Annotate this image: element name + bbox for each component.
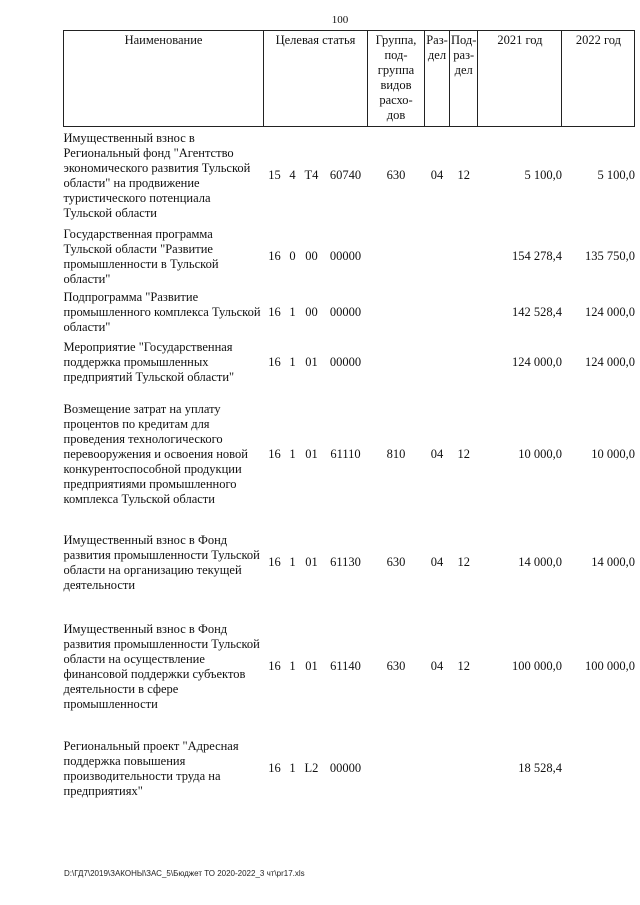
table-row xyxy=(64,729,635,809)
row-code-event: 01 xyxy=(305,355,318,369)
row-code-event: 00 xyxy=(305,305,318,319)
row-code-program: 16 xyxy=(268,305,281,319)
row-code-direction: 61130 xyxy=(330,555,361,569)
row-subsection: 12 xyxy=(457,168,470,183)
row-subsection: 12 xyxy=(457,659,470,673)
header-section: Раз- дел xyxy=(425,31,450,127)
row-code-direction: 00000 xyxy=(329,761,362,775)
row-code-direction: 60740 xyxy=(329,168,362,183)
row-code-event: 01 xyxy=(305,555,318,569)
row-code-subprogram: 1 xyxy=(289,761,296,775)
row-section xyxy=(425,289,450,337)
header-year-2021: 2021 год xyxy=(478,31,562,127)
row-amount-2021: 5 100,0 xyxy=(524,168,562,183)
header-year-2022: 2022 год xyxy=(562,31,635,127)
row-code-direction: 61110 xyxy=(330,447,361,461)
row-amount-2021: 154 278,4 xyxy=(511,249,562,263)
table-row xyxy=(64,127,635,225)
row-expense-group xyxy=(368,289,425,337)
row-name: Подпрограмма "Развитие промышленного комплекса Тульской области" xyxy=(63,290,261,334)
file-path-footer: D:\ГД7\2019\ЗАКОНЫ\ЗАС_5\Бюджет ТО 2020-2022_3 чт\pr17.xls xyxy=(64,869,305,878)
page-number: 100 xyxy=(331,14,349,26)
row-name: Государственная программа Тульской области "Развитие промышленности в Тульской области" xyxy=(63,226,219,286)
table-row xyxy=(64,225,635,289)
row-amount-2022 xyxy=(562,729,635,809)
row-expense-group xyxy=(368,729,425,809)
row-name: Мероприятие "Государственная поддержка промышленных предприятий Тульской области" xyxy=(63,340,235,384)
row-subsection xyxy=(450,225,478,289)
row-amount-2022: 5 100,0 xyxy=(597,168,635,183)
table-row xyxy=(64,521,635,605)
row-expense-group: 630 xyxy=(386,555,406,569)
row-amount-2021: 142 528,4 xyxy=(511,305,562,319)
row-expense-group: 630 xyxy=(386,659,406,673)
row-code-subprogram: 1 xyxy=(289,659,296,673)
row-code-subprogram: 1 xyxy=(289,355,296,369)
row-amount-2022: 100 000,0 xyxy=(584,659,635,673)
row-subsection xyxy=(450,289,478,337)
row-amount-2021: 18 528,4 xyxy=(518,761,562,775)
row-code-subprogram: 4 xyxy=(289,168,296,183)
header-name: Наименование xyxy=(64,31,264,127)
table-row xyxy=(64,289,635,337)
row-name: Региональный проект "Адресная поддержка повышения производительности труда на предприятиях" xyxy=(63,738,239,798)
header-target-article: Целевая статья xyxy=(264,31,368,127)
row-amount-2021: 100 000,0 xyxy=(511,659,562,673)
row-amount-2022: 14 000,0 xyxy=(591,555,635,569)
row-code-event: Т4 xyxy=(304,168,319,183)
row-code-event: 01 xyxy=(305,659,318,673)
row-subsection xyxy=(450,337,478,389)
row-code-program: 16 xyxy=(268,249,281,263)
row-code-direction: 00000 xyxy=(329,249,362,263)
row-amount-2021: 14 000,0 xyxy=(518,555,562,569)
row-section xyxy=(425,225,450,289)
row-code-program: 16 xyxy=(268,659,281,673)
row-section xyxy=(425,337,450,389)
row-amount-2021: 124 000,0 xyxy=(511,355,562,369)
row-section xyxy=(425,729,450,809)
row-code-subprogram: 0 xyxy=(289,249,296,263)
row-expense-group xyxy=(368,337,425,389)
row-code-direction: 61140 xyxy=(330,659,361,673)
row-name: Имущественный взнос в Региональный фонд "Агентство экономического развития Тульской области" на продвижение туристического потенциала Тульской области xyxy=(63,130,251,220)
row-code-program: 16 xyxy=(268,355,281,369)
row-amount-2022: 124 000,0 xyxy=(584,305,635,319)
header-expense-group: Группа, под- группа видов расхо- дов xyxy=(368,31,425,127)
row-code-subprogram: 1 xyxy=(289,447,296,461)
row-section: 04 xyxy=(430,447,444,461)
row-code-direction: 00000 xyxy=(329,355,362,369)
row-name: Имущественный взнос в Фонд развития промышленности Тульской области на организацию текущей деятельности xyxy=(63,532,260,592)
row-subsection: 12 xyxy=(457,555,470,569)
row-subsection: 12 xyxy=(457,447,470,461)
row-amount-2022: 124 000,0 xyxy=(584,355,635,369)
row-expense-group: 810 xyxy=(386,447,406,461)
row-amount-2021: 10 000,0 xyxy=(518,447,562,461)
header-subsection: Под- раз- дел xyxy=(450,31,478,127)
table-row xyxy=(64,605,635,729)
row-code-direction: 00000 xyxy=(329,305,362,319)
row-code-program: 15 xyxy=(268,168,281,183)
row-code-program: 16 xyxy=(268,555,281,569)
table-header xyxy=(64,31,635,127)
row-name: Имущественный взнос в Фонд развития промышленности Тульской области на осуществление финансовой поддержки субъектов деятельности в сфере промышленности xyxy=(63,621,260,711)
budget-table xyxy=(63,30,635,809)
table-row xyxy=(64,389,635,521)
row-code-program: 16 xyxy=(268,761,281,775)
row-expense-group: 630 xyxy=(386,168,406,183)
row-name: Возмещение затрат на уплату процентов по кредитам для проведения технологического перевооружения и освоения новой конкурентоспособной продукции предприятиями промышленного комплекса Тульской области xyxy=(63,402,248,506)
row-amount-2022: 135 750,0 xyxy=(584,249,635,263)
row-code-subprogram: 1 xyxy=(289,305,296,319)
table-row xyxy=(64,337,635,389)
row-code-event: 00 xyxy=(305,249,318,263)
row-code-event: L2 xyxy=(304,761,319,775)
row-code-program: 16 xyxy=(268,447,281,461)
row-code-event: 01 xyxy=(305,447,318,461)
row-amount-2022: 10 000,0 xyxy=(591,447,635,461)
row-section: 04 xyxy=(430,555,444,569)
row-section: 04 xyxy=(430,168,444,183)
row-code-subprogram: 1 xyxy=(289,555,296,569)
row-section: 04 xyxy=(430,659,444,673)
row-expense-group xyxy=(368,225,425,289)
row-subsection xyxy=(450,729,478,809)
